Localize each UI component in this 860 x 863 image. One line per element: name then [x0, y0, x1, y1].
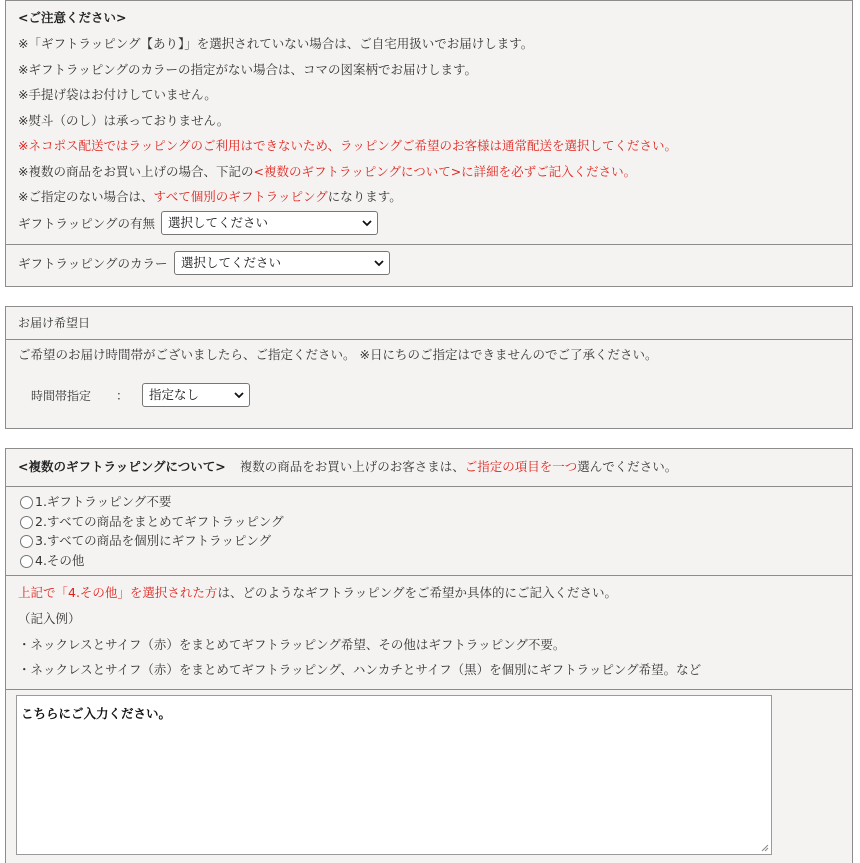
radio-button[interactable] — [20, 535, 33, 548]
notice-line-6-red: <複数のギフトラッピングについて>に詳細を必ずご記入ください。 — [253, 164, 637, 179]
time-slot-label: 時間帯指定 — [31, 389, 92, 403]
chevron-down-icon — [362, 219, 372, 227]
divider — [6, 486, 852, 487]
gift-option-4[interactable] — [20, 553, 84, 569]
multi-gift-intro-red: ご指定の項目を一つ — [464, 459, 578, 474]
notice-line-7 — [18, 189, 402, 205]
notice-line-5: ※ネコポス配送ではラッピングのご利用はできないため、ラッピングご希望のお客様は通常配送を選択してください。 — [18, 138, 677, 153]
time-slot-select-value: 指定なし — [149, 387, 200, 402]
gift-color-select-value: 選択してください — [181, 255, 282, 270]
time-slot-colon: ： — [116, 388, 129, 403]
delivery-title: お届け希望日 — [18, 316, 91, 330]
notice-line-6-prefix: ※複数の商品をお買い上げの場合、下記の — [18, 164, 254, 179]
other-instruction — [18, 585, 617, 601]
time-slot-select[interactable] — [142, 383, 250, 407]
notice-line-6 — [18, 164, 636, 180]
resize-grip-icon[interactable] — [761, 844, 769, 852]
gift-color-select[interactable] — [174, 251, 390, 275]
notice-line-2: ※ギフトラッピングのカラーの指定がない場合は、コマの図案柄でお届けします。 — [18, 62, 477, 77]
other-instruction-suffix: は、どのようなギフトラッピングをご希望か具体的にご記入ください。 — [217, 585, 617, 600]
radio-button[interactable] — [20, 555, 33, 568]
divider — [6, 689, 852, 690]
chevron-down-icon — [374, 259, 384, 267]
gift-option-label: 4.その他 — [35, 553, 85, 568]
example-1: ・ネックレスとサイフ（赤）をまとめてギフトラッピング希望、その他はギフトラッピング不要。 — [18, 637, 566, 652]
gift-wrapping-label: ギフトラッピングの有無 — [18, 216, 156, 231]
multi-gift-header — [18, 459, 677, 475]
delivery-panel — [5, 306, 853, 429]
divider — [6, 575, 852, 576]
multi-gift-panel — [5, 448, 853, 863]
radio-button[interactable] — [20, 496, 33, 509]
example-label: （記入例） — [18, 611, 81, 626]
delivery-note: ご希望のお届け時間帯がございましたら、ご指定ください。 ※日にちのご指定はできませんのでご了承ください。 — [18, 347, 658, 362]
textarea-placeholder: こちらにご入力ください。 — [21, 706, 172, 721]
notice-heading: <ご注意ください> — [18, 10, 127, 25]
radio-button[interactable] — [20, 516, 33, 529]
gift-details-textarea[interactable] — [16, 695, 772, 855]
multi-gift-intro-suffix: 選んでください。 — [577, 459, 678, 474]
multi-gift-intro-prefix: 複数の商品をお買い上げのお客さまは、 — [239, 459, 465, 474]
notice-line-1: ※「ギフトラッピング【あり】」を選択されていない場合は、ご自宅用扱いでお届けします。 — [18, 36, 534, 51]
chevron-down-icon — [234, 391, 244, 399]
divider — [6, 244, 852, 245]
gift-color-label: ギフトラッピングのカラー — [18, 256, 168, 271]
gift-option-label: 1.ギフトラッピング不要 — [35, 494, 172, 509]
example-2: ・ネックレスとサイフ（赤）をまとめてギフトラッピング、ハンカチとサイフ（黒）を個別にギフトラッピング希望。など — [18, 662, 702, 677]
notice-line-7-prefix: ※ご指定のない場合は、 — [18, 189, 154, 204]
gift-wrapping-select-value: 選択してください — [168, 215, 269, 230]
gift-option-3[interactable] — [20, 533, 271, 549]
multi-gift-heading: <複数のギフトラッピングについて> — [18, 459, 226, 474]
notice-line-4: ※熨斗（のし）は承っておりません。 — [18, 113, 230, 128]
gift-notice-panel — [5, 0, 853, 287]
notice-line-7-red: すべて個別のギフトラッピング — [153, 189, 328, 204]
other-instruction-red: 上記で「4.その他」を選択された方 — [18, 585, 218, 600]
divider — [6, 339, 852, 340]
gift-wrapping-select[interactable] — [161, 211, 378, 235]
gift-option-label: 3.すべての商品を個別にギフトラッピング — [35, 533, 272, 548]
notice-line-3: ※手提げ袋はお付けしていません。 — [18, 87, 217, 102]
gift-option-2[interactable] — [20, 514, 284, 530]
gift-option-label: 2.すべての商品をまとめてギフトラッピング — [35, 514, 284, 529]
gift-option-1[interactable] — [20, 494, 171, 510]
notice-line-7-suffix: になります。 — [327, 189, 402, 204]
